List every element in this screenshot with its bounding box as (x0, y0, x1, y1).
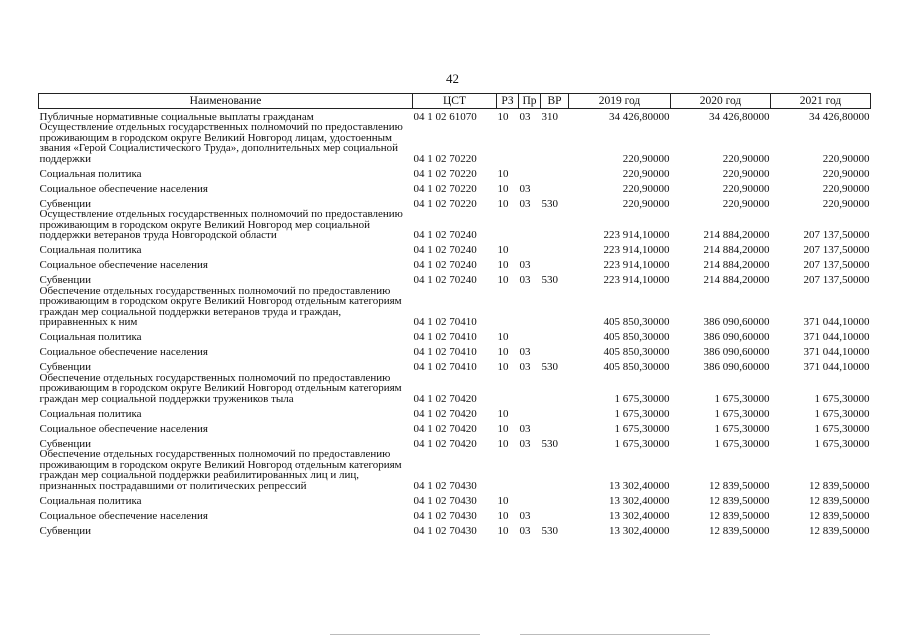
row-name: Социальная политика (39, 494, 142, 507)
header-pr: Пр (519, 94, 541, 109)
row-name: Социальное обеспечение населения (39, 346, 208, 358)
row-value-2021: 371 044,10000 (803, 346, 870, 358)
row-vr (541, 491, 569, 506)
row-value-2021: 1 675,30000 (814, 422, 870, 435)
row-value-2020: 214 884,20000 (703, 274, 770, 286)
row-value-2019: 1 675,30000 (614, 392, 670, 405)
row-cst: 04 1 02 70420 (413, 407, 477, 420)
row-value-2020: 386 090,60000 (703, 331, 770, 343)
row-rz: 10 (497, 494, 509, 507)
row-rz: 10 (497, 524, 509, 537)
header-name: Наименование (39, 94, 413, 109)
row-name: Социальное обеспечение населения (39, 422, 208, 435)
row-pr: 03 (519, 422, 531, 435)
row-vr (541, 419, 569, 434)
row-name: Обеспечение отдельных государственных полномочий по предоставлению проживающим в городском округе Великий Новгород отдельным категориям граждан мер социальной поддержки тружеников тыла (39, 371, 402, 405)
row-cst: 04 1 02 70220 (413, 152, 477, 165)
table-row (39, 271, 871, 286)
row-value-2019: 1 675,30000 (614, 407, 670, 420)
row-name: Социальная политика (39, 244, 142, 256)
row-value-2019: 220,90000 (622, 182, 670, 195)
table-row (39, 434, 871, 449)
table-row (39, 449, 871, 491)
row-value-2020: 220,90000 (722, 152, 770, 165)
row-vr: 310 (541, 110, 558, 123)
table-row (39, 419, 871, 434)
table-row (39, 286, 871, 328)
row-value-2020: 386 090,60000 (703, 346, 770, 358)
row-value-2020: 12 839,50000 (709, 494, 770, 507)
row-cst: 04 1 02 70430 (413, 494, 477, 507)
row-value-2021: 207 137,50000 (803, 244, 870, 256)
row-name: Социальная политика (39, 167, 142, 180)
row-rz (497, 373, 519, 405)
table-row (39, 241, 871, 256)
row-pr: 03 (519, 110, 531, 123)
row-rz: 10 (497, 437, 509, 450)
row-value-2020: 1 675,30000 (714, 392, 770, 405)
row-value-2021: 207 137,50000 (803, 229, 870, 241)
row-cst: 04 1 02 70220 (413, 182, 477, 195)
scan-artifact-line (520, 634, 710, 635)
row-name: Субвенции (39, 437, 92, 450)
row-value-2021: 220,90000 (822, 152, 870, 165)
row-pr (519, 404, 541, 419)
row-value-2019: 405 850,30000 (603, 331, 670, 343)
row-value-2019: 405 850,30000 (603, 346, 670, 358)
row-cst: 04 1 02 70420 (413, 422, 477, 435)
row-vr (541, 241, 569, 256)
row-pr: 03 (519, 437, 531, 450)
row-cst: 04 1 02 70410 (413, 346, 477, 358)
row-cst: 04 1 02 70240 (413, 259, 477, 271)
table-row (39, 404, 871, 419)
row-value-2019: 220,90000 (622, 152, 670, 165)
row-rz: 10 (497, 407, 509, 420)
row-value-2020: 214 884,20000 (703, 229, 770, 241)
row-vr: 530 (541, 524, 558, 537)
row-value-2021: 34 426,80000 (809, 110, 870, 123)
row-value-2021: 371 044,10000 (803, 316, 870, 328)
row-cst: 04 1 02 70220 (413, 197, 477, 210)
row-cst: 04 1 02 70410 (413, 316, 477, 328)
row-value-2020: 1 675,30000 (714, 422, 770, 435)
scan-artifact-line (330, 634, 480, 635)
table-row (39, 194, 871, 209)
row-value-2019: 13 302,40000 (609, 494, 670, 507)
row-value-2021: 220,90000 (822, 182, 870, 195)
row-vr (541, 343, 569, 358)
row-value-2020: 34 426,80000 (709, 110, 770, 123)
row-name: Социальное обеспечение населения (39, 509, 208, 522)
row-value-2021: 1 675,30000 (814, 392, 870, 405)
row-name: Социальное обеспечение населения (39, 182, 208, 195)
row-value-2021: 1 675,30000 (814, 437, 870, 450)
row-pr (519, 286, 541, 328)
row-name: Социальная политика (39, 407, 142, 420)
row-vr: 530 (541, 437, 558, 450)
row-pr (519, 241, 541, 256)
row-rz (497, 122, 519, 164)
row-cst: 04 1 02 70240 (413, 229, 477, 241)
table-row (39, 343, 871, 358)
table-row (39, 328, 871, 343)
row-vr (541, 164, 569, 179)
row-vr (541, 209, 569, 241)
row-name: Осуществление отдельных государственных полномочий по предоставлению проживающим в городском округе Великий Новгород лицам, удостоенным звания «Герой Социалистического Труда», дополнительных мер социальной поддержки (39, 121, 403, 165)
row-value-2020: 220,90000 (722, 182, 770, 195)
row-pr (519, 491, 541, 506)
table-row (39, 373, 871, 405)
row-pr (519, 164, 541, 179)
row-pr: 03 (519, 182, 531, 195)
row-pr: 03 (519, 346, 531, 358)
row-value-2019: 220,90000 (622, 197, 670, 210)
row-name: Публичные нормативные социальные выплаты гражданам (39, 110, 314, 123)
row-cst: 04 1 02 61070 (413, 110, 477, 123)
row-vr (541, 373, 569, 405)
row-value-2020: 220,90000 (722, 197, 770, 210)
table-row (39, 179, 871, 194)
row-value-2020: 214 884,20000 (703, 244, 770, 256)
page-number: 42 (446, 71, 459, 86)
table-row (39, 491, 871, 506)
row-rz: 10 (497, 244, 509, 256)
row-name: Субвенции (39, 274, 92, 286)
header-2021: 2021 год (771, 94, 871, 109)
row-vr: 530 (541, 361, 558, 373)
row-value-2020: 12 839,50000 (709, 524, 770, 537)
row-value-2019: 13 302,40000 (609, 479, 670, 492)
row-value-2020: 1 675,30000 (714, 407, 770, 420)
row-value-2019: 405 850,30000 (603, 361, 670, 373)
row-value-2019: 34 426,80000 (609, 110, 670, 123)
row-value-2019: 223 914,10000 (603, 229, 670, 241)
row-rz: 10 (497, 422, 509, 435)
row-value-2021: 220,90000 (822, 197, 870, 210)
row-pr: 03 (519, 259, 531, 271)
row-vr (541, 122, 569, 164)
row-value-2019: 1 675,30000 (614, 437, 670, 450)
row-value-2020: 220,90000 (722, 167, 770, 180)
row-value-2021: 207 137,50000 (803, 274, 870, 286)
row-cst: 04 1 02 70430 (413, 509, 477, 522)
row-cst: 04 1 02 70410 (413, 361, 477, 373)
row-cst: 04 1 02 70410 (413, 331, 477, 343)
table-row (39, 109, 871, 123)
row-pr (519, 373, 541, 405)
row-vr: 530 (541, 197, 558, 210)
row-rz: 10 (497, 346, 509, 358)
row-vr (541, 286, 569, 328)
row-value-2020: 214 884,20000 (703, 259, 770, 271)
row-value-2020: 12 839,50000 (709, 479, 770, 492)
row-name: Обеспечение отдельных государственных полномочий по предоставлению проживающим в городском округе Великий Новгород отдельным категориям граждан мер социальной поддержки реабилитированных лиц и лиц, признанных пострадавшими от политических репрессий (39, 448, 402, 492)
table-row (39, 256, 871, 271)
budget-table (38, 93, 871, 536)
row-value-2020: 386 090,60000 (703, 361, 770, 373)
row-value-2021: 371 044,10000 (803, 361, 870, 373)
row-value-2019: 223 914,10000 (603, 259, 670, 271)
row-value-2021: 12 839,50000 (809, 524, 870, 537)
row-pr: 03 (519, 361, 531, 373)
row-rz: 10 (497, 361, 509, 373)
row-rz: 10 (497, 197, 509, 210)
row-value-2021: 207 137,50000 (803, 259, 870, 271)
row-vr (541, 328, 569, 343)
row-vr (541, 256, 569, 271)
table-body (39, 109, 871, 537)
row-name: Обеспечение отдельных государственных полномочий по предоставлению проживающим в городском округе Великий Новгород отдельным категориям граждан мер социальной поддержки ветеранов труда и граждан, приравненных к ним (39, 284, 402, 328)
row-name: Субвенции (39, 361, 92, 373)
row-cst: 04 1 02 70430 (413, 524, 477, 537)
row-vr (541, 449, 569, 491)
row-rz: 10 (497, 259, 509, 271)
row-value-2021: 371 044,10000 (803, 331, 870, 343)
row-value-2019: 13 302,40000 (609, 509, 670, 522)
row-value-2021: 1 675,30000 (814, 407, 870, 420)
row-value-2019: 13 302,40000 (609, 524, 670, 537)
table-header-row (39, 94, 871, 109)
row-value-2020: 386 090,60000 (703, 316, 770, 328)
row-name: Субвенции (39, 197, 92, 210)
row-rz (497, 449, 519, 491)
row-value-2019: 1 675,30000 (614, 422, 670, 435)
row-rz: 10 (497, 167, 509, 180)
row-cst: 04 1 02 70240 (413, 244, 477, 256)
row-cst: 04 1 02 70420 (413, 392, 477, 405)
table-row (39, 209, 871, 241)
row-vr (541, 179, 569, 194)
row-name: Социальная политика (39, 331, 142, 343)
row-pr (519, 122, 541, 164)
table-row (39, 122, 871, 164)
row-pr: 03 (519, 509, 531, 522)
row-value-2021: 12 839,50000 (809, 479, 870, 492)
row-pr: 03 (519, 197, 531, 210)
header-2020: 2020 год (671, 94, 771, 109)
row-name: Субвенции (39, 524, 92, 537)
row-rz: 10 (497, 110, 509, 123)
row-vr: 530 (541, 274, 558, 286)
table-row (39, 358, 871, 373)
row-cst: 04 1 02 70220 (413, 167, 477, 180)
row-rz: 10 (497, 182, 509, 195)
header-vr: ВР (541, 94, 569, 109)
row-rz: 10 (497, 509, 509, 522)
row-value-2019: 223 914,10000 (603, 244, 670, 256)
row-cst: 04 1 02 70240 (413, 274, 477, 286)
table-row (39, 506, 871, 521)
row-vr (541, 506, 569, 521)
row-pr (519, 209, 541, 241)
row-name: Социальное обеспечение населения (39, 259, 208, 271)
row-value-2021: 12 839,50000 (809, 509, 870, 522)
row-value-2019: 405 850,30000 (603, 316, 670, 328)
row-pr: 03 (519, 524, 531, 537)
row-value-2019: 220,90000 (622, 167, 670, 180)
row-pr (519, 449, 541, 491)
row-rz (497, 286, 519, 328)
row-rz: 10 (497, 274, 509, 286)
table-row (39, 164, 871, 179)
row-rz (497, 209, 519, 241)
header-2019: 2019 год (569, 94, 671, 109)
row-value-2021: 220,90000 (822, 167, 870, 180)
row-vr (541, 404, 569, 419)
row-value-2019: 223 914,10000 (603, 274, 670, 286)
row-value-2020: 12 839,50000 (709, 509, 770, 522)
header-cst: ЦСТ (413, 94, 497, 109)
table-row (39, 521, 871, 536)
header-rz: РЗ (497, 94, 519, 109)
row-pr (519, 328, 541, 343)
row-value-2020: 1 675,30000 (714, 437, 770, 450)
row-name: Осуществление отдельных государственных полномочий по предоставлению проживающим в городском округе Великий Новгород мер социальной поддержки ветеранов труда Новгородской области (39, 208, 403, 241)
row-value-2021: 12 839,50000 (809, 494, 870, 507)
row-cst: 04 1 02 70420 (413, 437, 477, 450)
row-pr: 03 (519, 274, 531, 286)
row-cst: 04 1 02 70430 (413, 479, 477, 492)
row-rz: 10 (497, 331, 509, 343)
